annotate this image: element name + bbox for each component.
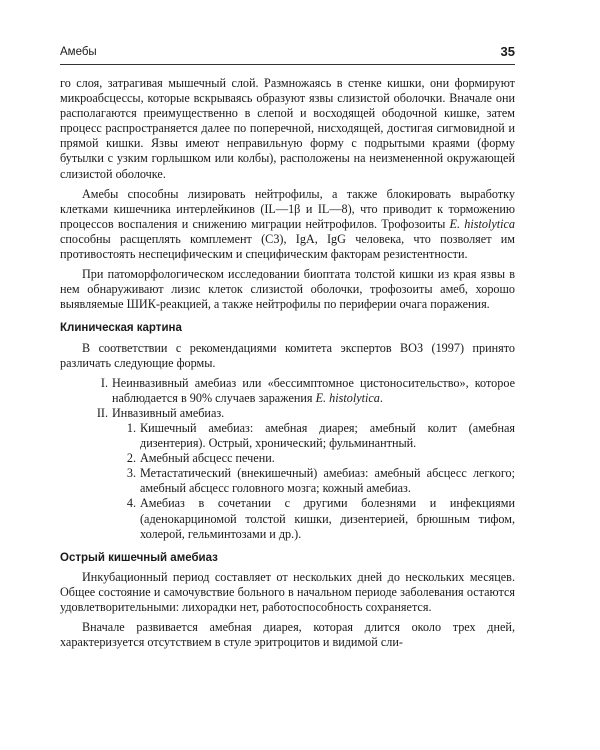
paragraph-diarrhea: Вначале развивается амебная диарея, которая длится около трех дней, характеризуется отсутствием в стуле эритроцитов и видимой сли- [60, 620, 515, 650]
forms-list [60, 376, 515, 542]
section-heading-acute-amebiasis: Острый кишечный амебиаз [60, 551, 218, 564]
list-item [60, 451, 515, 466]
list-item [60, 376, 515, 406]
paragraph-text: Амебы способны лизировать нейтрофилы, а также блокировать выработку клетками кишечника интерлейкинов (IL—1β и IL—8), что приводит к торможению процессов воспаления и снижению миграции нейтрофилов. Трофозоиты [60, 186, 515, 231]
list-text: Неинвазивный амебиаз или «бессимптомное цистоносительство», которое наблюдается в 90% случаев заражения [112, 375, 515, 405]
page-body [60, 76, 515, 655]
species-name: E. histolytica [449, 216, 516, 231]
species-name: E. histolytica [315, 390, 380, 405]
list-marker: 2. [126, 451, 136, 466]
section-heading-clinical: Клиническая картина [60, 322, 182, 335]
paragraph-amoeba-neutrophils [60, 187, 515, 262]
paragraph-who-forms: В соответствии с рекомендациями комитета экспертов ВОЗ (1997) принято различать следующие формы. [60, 340, 515, 370]
list-text: Метастатический (внекишечный) амебиаз: амебный абсцесс легкого; амебный абсцесс головного мозга; кожный амебиаз. [140, 466, 515, 496]
list-marker: I. [100, 375, 108, 390]
header-rule [60, 64, 515, 65]
list-text: Амебиаз в сочетании с другими болезнями и инфекциями (аденокарциномой толстой кишки, дизентерией, брюшным тифом, холерой, гельминтозами и др.). [140, 496, 515, 541]
running-header [60, 42, 515, 62]
list-marker: II. [96, 405, 108, 420]
list-item [60, 421, 515, 451]
paragraph-continued: го слоя, затрагивая мышечный слой. Размножаясь в стенке кишки, они формируют микроабсцессы, которые вскрываясь образуют язвы слизистой оболочки. Вначале они располагаются преимущественно в слепой и восходящей ободочной кишке, затем процесс распространяется далее по поперечной, нисходящей, достигая сигмовидной и прямой кишки. Язвы имеют неправильную форму с подрытыми краями (форму бутылки с узким горлышком или колбы), расположены на неизмененной окружающей слизистой оболочке. [60, 76, 515, 181]
list-text: Инвазивный амебиаз. [112, 405, 225, 420]
page-number: 35 [500, 44, 515, 59]
list-marker: 4. [126, 496, 136, 511]
paragraph-incubation: Инкубационный период составляет от нескольких дней до нескольких месяцев. Общее состояние и самочувствие больного в начальном периоде заболевания остаются удовлетворительными: лихорадки нет, работоспособность сохраняется. [60, 569, 515, 614]
list-item [60, 496, 515, 541]
paragraph-pathomorphology: При патоморфологическом исследовании биоптата толстой кишки из края язвы в нем обнаруживают лизис клеток слизистой оболочки, трофозоиты амеб, хорошо выявляемые ШИК-реакцией, а также нейтрофилы по периферии очага поражения. [60, 267, 515, 312]
list-item [60, 466, 515, 496]
paragraph-text: способны расщеплять комплемент (С3), IgA, IgG человека, что позволяет им противостоять неспецифическим и специфическим факторам резистентности. [60, 231, 515, 262]
list-text: Амебный абсцесс печени. [140, 451, 275, 466]
list-text-tail: . [379, 390, 383, 405]
list-marker: 1. [126, 420, 136, 435]
list-item [60, 406, 515, 421]
list-marker: 3. [126, 466, 136, 481]
list-text: Кишечный амебиаз: амебная диарея; амебный колит (амебная дизентерия). Острый, хронический; фульминантный. [140, 420, 515, 451]
running-head-title: Амебы [60, 46, 97, 58]
